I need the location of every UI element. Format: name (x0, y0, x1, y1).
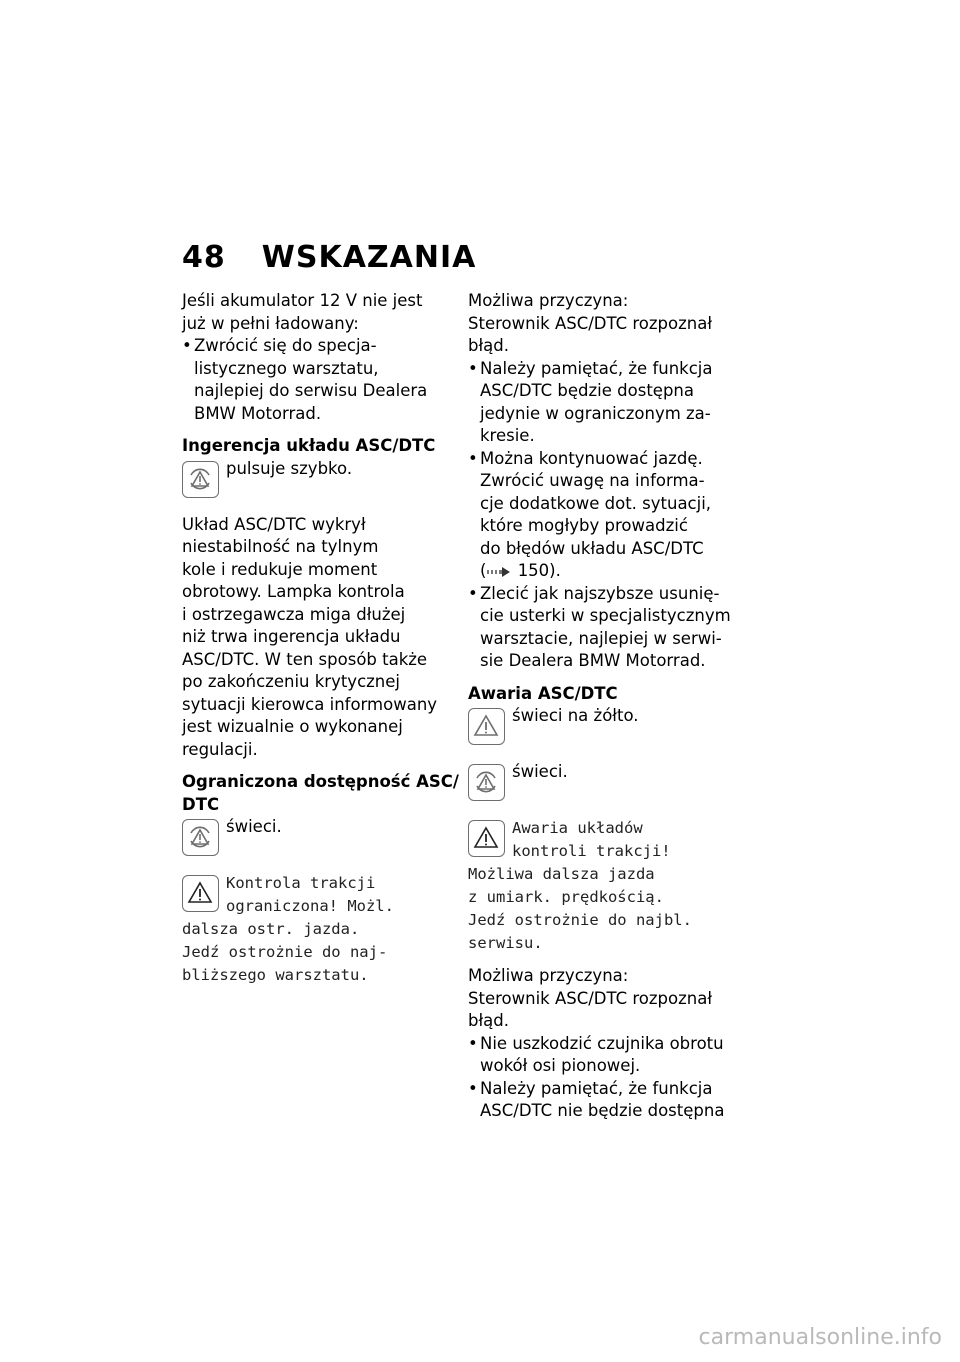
bullet-dot: • (468, 583, 478, 603)
page-number: 48 (182, 240, 226, 275)
section-heading: Ingerencja układu ASC/DTC (182, 436, 436, 455)
bullet-item: • Należy pamiętać, że funkcja ASC/DTC nie będzie dostępna (468, 1078, 725, 1120)
indicator-text: świeci. (226, 817, 282, 836)
page-reference-arrow-icon (486, 566, 512, 578)
general-warning-icon (468, 708, 505, 745)
display-message: Awaria układów kontroli trakcji! Możliwa dalsza jazda z umiark. prędkością. Jedź ostrożnie do najbl. serwisu. (468, 819, 692, 952)
general-warning-icon (182, 875, 219, 912)
bullet-dot: • (468, 1033, 478, 1053)
indicator-text: świeci na żółto. (512, 706, 639, 725)
display-message: Kontrola trakcji ograniczona! Możl. dalsza ostr. jazda. Jedź ostrożnie do naj- bliższego warsztatu. (182, 874, 394, 984)
page-reference[interactable]: ( 150). (480, 561, 561, 580)
bullet-dot: • (468, 448, 478, 468)
cause-block: Możliwa przyczyna: Sterownik ASC/DTC rozpoznał błąd. (468, 291, 713, 355)
asc-dtc-warning-icon (182, 461, 219, 498)
indicator-text: świeci. (512, 762, 568, 781)
section-heading: Awaria ASC/DTC (468, 683, 618, 703)
bullet-item: • Zwrócić się do specja- listycznego warsztatu, najlepiej do serwisu Dealera BMW Motorrad. (182, 336, 428, 423)
general-warning-icon (468, 820, 505, 857)
indicator-row (182, 458, 472, 504)
indicator-row (182, 816, 472, 862)
section-heading: Ograniczona dostępność ASC/ DTC (182, 772, 459, 814)
indicator-text: pulsuje szybko. (226, 458, 353, 478)
bullet-item: • Można kontynuować jazdę. Zwrócić uwagę na informa- cje dodatkowe dot. sytuacji, które mogłyby prowadzić do błędów układu ASC/DTC ( 150). (468, 448, 758, 583)
left-column (182, 290, 472, 987)
indicator-row (468, 705, 758, 751)
indicator-row (468, 761, 758, 807)
right-column (468, 290, 758, 1123)
bullet-dot: • (182, 336, 192, 355)
bullet-item: • Nie uszkodzić czujnika obrotu wokół osi pionowej. (468, 1033, 724, 1075)
bullet-item: • Należy pamiętać, że funkcja ASC/DTC będzie dostępna jedynie w ograniczonym za- kresie. (468, 358, 713, 445)
watermark: carmanualsonline.info (698, 1325, 942, 1350)
bullet-dot: • (468, 1078, 478, 1098)
page-header (182, 240, 476, 275)
asc-dtc-warning-icon (182, 819, 219, 856)
bullet-dot: • (468, 358, 478, 378)
cause-block: Możliwa przyczyna: Sterownik ASC/DTC rozpoznał błąd. (468, 966, 713, 1030)
page-title: WSKAZANIA (261, 240, 477, 275)
asc-dtc-warning-icon (468, 764, 505, 801)
bullet-item: • Zlecić jak najszybsze usunię- cie usterki w specjalistycznym warsztacie, najlepiej w serwi- sie Dealera BMW Motorrad. (468, 583, 731, 670)
intro-text: Jeśli akumulator 12 V nie jest już w pełni ładowany: (182, 291, 423, 333)
body-paragraph: Układ ASC/DTC wykrył niestabilność na tylnym kole i redukuje moment obrotowy. Lampka kontrola i ostrzegawcza miga dłużej niż trwa ingerencja układu ASC/DTC. W ten sposób także po zakończeniu krytycznej sytuacji kierowca informowany jest wizualnie o wykonanej regulacji. (182, 514, 438, 759)
